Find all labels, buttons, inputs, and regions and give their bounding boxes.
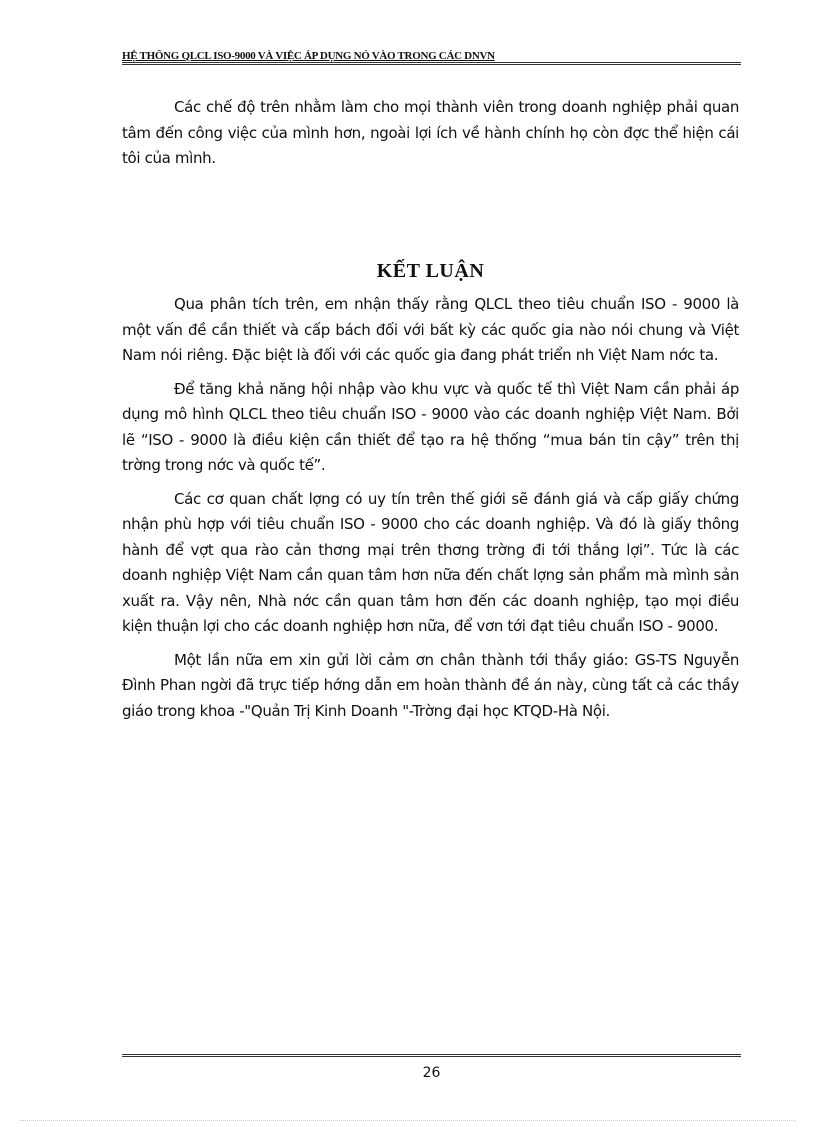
conclusion-paragraph: Các cơ quan chất lợng có uy tín trên thế giới sẽ đánh giá và cấp giấy chứng nhận phù hợp với tiêu chuẩn ISO - 9000 cho các doanh nghiệp. Và đó là giấy thông hành để vợt qua rào cản thơng mại trên thơng trờng đi tới thắng lợi”. Tức là các doanh nghiệp Việt Nam cần quan tâm hơn nữa đến chất lợng sản phẩm mà mình sản xuất ra. Vậy nên, Nhà nớc cần quan tâm hơn đến các doanh nghiệp, tạo mọi điều kiện thuận lợi cho các doanh nghiệp hơn nữa, để vơn tới đạt tiêu chuẩn ISO - 9000. (122, 489, 739, 635)
header-rule (122, 62, 741, 65)
page-number: 26 (422, 1065, 441, 1081)
intro-paragraph: Các chế độ trên nhằm làm cho mọi thành viên trong doanh nghiệp phải quan tâm đến công việc của mình hơn, ngoài lợi ích về hành chính họ còn đợc thể hiện cái tôi của mình. (122, 98, 739, 167)
conclusion-paragraph: Để tăng khả năng hội nhập vào khu vực và quốc tế thì Việt Nam cần phải áp dụng mô hình QLCL theo tiêu chuẩn ISO - 9000 vào các doanh nghiệp Việt Nam. Bởi lẽ “ISO - 9000 là điều kiện cần thiết để tạo ra hệ thống “mua bán tin cậy” trên thị trờng trong nớc và quốc tế”. (122, 379, 739, 474)
footer-rule (122, 1054, 741, 1057)
conclusion-paragraph: Một lần nữa em xin gửi lời cảm ơn chân thành tới thầy giáo: GS-TS Nguyễn Đình Phan ngời đã trực tiếp hớng dẫn em hoàn thành đề án này, cùng tất cả các thầy giáo trong khoa -"Quản Trị Kinh Doanh "-Trờng đại học KTQD-Hà Nội. (122, 650, 739, 720)
page-edge-divider (20, 1120, 796, 1121)
conclusion-body (122, 292, 739, 732)
running-header: HỆ THỐNG QLCL ISO-9000 VÀ VIỆC ÁP DỤNG NÓ VÀO TRONG CÁC DNVN (122, 50, 495, 62)
intro-section (122, 95, 739, 180)
conclusion-heading: KẾT LUẬN (376, 260, 485, 282)
conclusion-paragraph: Qua phân tích trên, em nhận thấy rằng QLCL theo tiêu chuẩn ISO - 9000 là một vấn đề cần thiết và cấp bách đối với bất kỳ các quốc gia nào nói chung và Việt Nam nói riêng. Đặc biệt là đối với các quốc gia đang phát triển nh Việt Nam nớc ta. (122, 295, 739, 364)
